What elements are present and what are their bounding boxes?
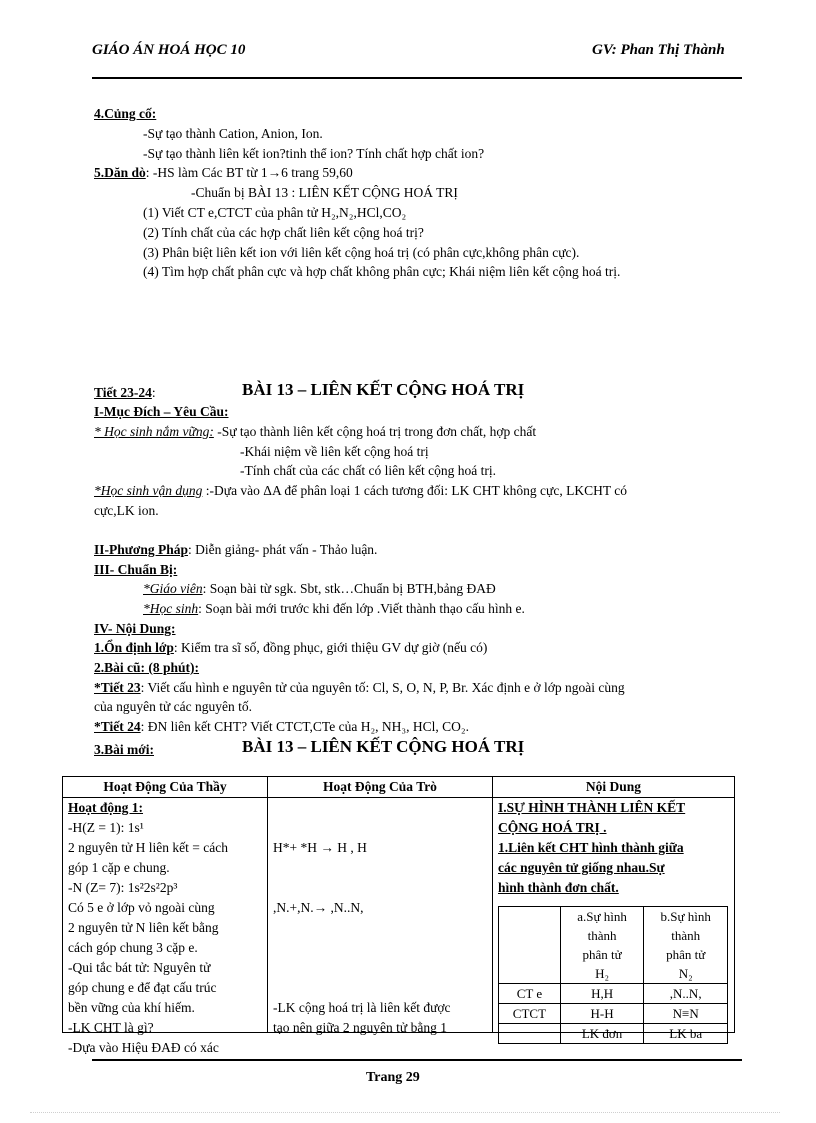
tiet-label: Tiết 23-24: bbox=[94, 385, 156, 400]
noi-dung-h1b: CỘNG HOÁ TRỊ . bbox=[498, 820, 607, 835]
bai-cu-heading: 2.Bài cũ: (8 phút): bbox=[94, 660, 200, 675]
tiet24-line: *Tiết 24: ĐN liên kết CHT? Viết CTCT,CTe của H₂, NH₃, HCl, CO₂. bbox=[94, 719, 469, 734]
dando-item-3: (3) Phân biệt liên kết ion với liên kết cộng hoá trị (có phân cực,không phân cực). bbox=[143, 245, 580, 260]
noi-dung-h2c: hình thành đơn chất. bbox=[498, 880, 619, 895]
header-right: GV: Phan Thị Thành bbox=[592, 42, 725, 58]
thay-line: -Dựa vào Hiệu ĐAĐ có xác bbox=[68, 1040, 219, 1055]
inner-col-b: b.Sự hình thành phân tử N₂ bbox=[644, 907, 728, 984]
van-dung-2: cực,LK ion. bbox=[94, 503, 159, 518]
tro-lk-line-1: -LK cộng hoá trị là liên kết được bbox=[273, 1000, 451, 1015]
phuong-phap-line: II-Phương Pháp: Diễn giảng- phát vấn - Thảo luận. bbox=[94, 542, 378, 557]
inner-row: CT e H,H ,N..N, bbox=[499, 984, 728, 1004]
bai-moi-label: 3.Bài mới: bbox=[94, 742, 154, 757]
tro-equation-n2: ,N.+,N.→ ,N..N, bbox=[273, 900, 364, 915]
bai-moi-title: BÀI 13 – LIÊN KẾT CỘNG HOÁ TRỊ bbox=[242, 737, 525, 756]
dando-item-2: (2) Tính chất của các hợp chất liên kết cộng hoá trị? bbox=[143, 225, 424, 240]
dando-text-1: : -HS làm Các BT từ 1→6 trang 59,60 bbox=[145, 165, 353, 180]
inner-header-row bbox=[499, 907, 728, 984]
chuan-bi-heading: III- Chuẩn Bị: bbox=[94, 562, 178, 577]
noi-dung-h1a: I.SỰ HÌNH THÀNH LIÊN KẾT bbox=[498, 800, 686, 815]
nam-vung-3: -Tính chất của các chất có liên kết cộng hoá trị. bbox=[240, 463, 497, 478]
thay-line: cách góp chung 3 cặp e. bbox=[68, 940, 198, 955]
tiet23-line-2: của nguyên tử các nguyên tố. bbox=[94, 699, 253, 714]
thay-line: góp chung e để đạt cấu trúc bbox=[68, 980, 217, 995]
cell-tro bbox=[268, 798, 493, 1033]
thay-line: bền vững của khí hiếm. bbox=[68, 1000, 195, 1015]
dando-line-2: -Chuẩn bị BÀI 13 : LIÊN KẾT CỘNG HOÁ TRỊ bbox=[191, 185, 458, 200]
table-header-row bbox=[63, 777, 735, 798]
hs-nam-vung-line: * Học sinh nắm vững: -Sự tạo thành liên kết cộng hoá trị trong đơn chất, hợp chất bbox=[94, 424, 537, 439]
dando-line-1 bbox=[94, 163, 353, 182]
giao-vien-line: *Giáo viên: Soạn bài từ sgk. Sbt, stk…Chuẩn bị BTH,bảng ĐAĐ bbox=[143, 581, 496, 596]
cungco-line-1: -Sự tạo thành Cation, Anion, Ion. bbox=[143, 126, 323, 141]
header-rule bbox=[92, 77, 742, 79]
lesson-title: BÀI 13 – LIÊN KẾT CỘNG HOÁ TRỊ bbox=[242, 380, 525, 399]
thay-line: -Qui tắc bát tử: Nguyên tử bbox=[68, 960, 211, 975]
hoc-sinh-line: *Học sinh: Soạn bài mới trước khi đến lớp .Viết thành thạo cấu hình e. bbox=[143, 601, 525, 616]
header-tro: Hoạt Động Của Trò bbox=[268, 777, 493, 798]
lesson-table bbox=[62, 776, 735, 1055]
thay-line: -H(Z = 1): 1s¹ bbox=[68, 820, 144, 835]
on-dinh-line: 1.Ổn định lớp: Kiểm tra sĩ số, đồng phục, giới thiệu GV dự giờ (nếu có) bbox=[94, 640, 488, 655]
dando-item-1: (1) Viết CT e,CTCT của phân tử H₂,N₂,HCl,CO₂ bbox=[143, 205, 407, 220]
noi-dung-h2b: các nguyên tử giống nhau.Sự bbox=[498, 860, 665, 875]
table-row bbox=[63, 798, 735, 1033]
inner-col-a: a.Sự hình thành phân tử H₂ bbox=[560, 907, 644, 984]
dando-item-4: (4) Tìm hợp chất phân cực và hợp chất không phân cực; Khái niệm liên kết cộng hoá trị. bbox=[143, 264, 621, 279]
thay-line: 2 nguyên tử N liên kết bằng bbox=[68, 920, 219, 935]
noi-dung-h2a: 1.Liên kết CHT hình thành giữa bbox=[498, 840, 684, 855]
page-edge bbox=[30, 1112, 780, 1113]
header-left: GIÁO ÁN HOÁ HỌC 10 bbox=[92, 42, 246, 58]
thay-line: -N (Z= 7): 1s²2s²2p³ bbox=[68, 880, 178, 895]
tro-equation-h2: H*+ *H → H , H bbox=[273, 840, 367, 855]
thay-line: 2 nguyên tử H liên kết = cách bbox=[68, 840, 229, 855]
footer-rule bbox=[92, 1059, 742, 1061]
cell-thay bbox=[63, 798, 268, 1055]
header-thay: Hoạt Động Của Thầy bbox=[63, 777, 268, 798]
header-noi-dung: Nội Dung bbox=[493, 777, 735, 798]
inner-table bbox=[498, 906, 728, 1044]
cungco-line-2: -Sự tạo thành liên kết ion?tinh thể ion? Tính chất hợp chất ion? bbox=[143, 146, 485, 161]
dando-heading: 5.Dăn dò bbox=[94, 165, 146, 180]
cell-noi-dung bbox=[493, 798, 735, 1041]
hoat-dong-heading: Hoạt động 1: bbox=[68, 800, 144, 815]
muc-dich-heading: I-Mục Đích – Yêu Cầu: bbox=[94, 404, 229, 419]
tiet23-line: *Tiết 23: Viết cấu hình e nguyên tử của nguyên tố: Cl, S, O, N, P, Br. Xác định e ở lớp ngoài cùng bbox=[94, 680, 625, 695]
thay-line: Có 5 e ở lớp vỏ ngoài cùng bbox=[68, 900, 215, 915]
inner-row: LK đơn LK ba bbox=[499, 1024, 728, 1044]
inner-row: CTCT H-H N≡N bbox=[499, 1004, 728, 1024]
thay-line: -LK CHT là gì? bbox=[68, 1020, 154, 1035]
hs-van-dung-line: *Học sinh vận dụng :-Dựa vào ΔA để phân loại 1 cách tương đối: LK CHT không cực, LKCHT có bbox=[94, 483, 627, 498]
thay-line: góp 1 cặp e chung. bbox=[68, 860, 170, 875]
nam-vung-2: -Khái niệm về liên kết cộng hoá trị bbox=[240, 444, 429, 459]
noi-dung-heading: IV- Nội Dung: bbox=[94, 621, 176, 636]
page-number: Trang 29 bbox=[366, 1070, 420, 1085]
tro-lk-line-2: tạo nên giữa 2 nguyên tử bằng 1 bbox=[273, 1020, 447, 1035]
cungco-heading: 4.Củng cố: bbox=[94, 106, 157, 121]
